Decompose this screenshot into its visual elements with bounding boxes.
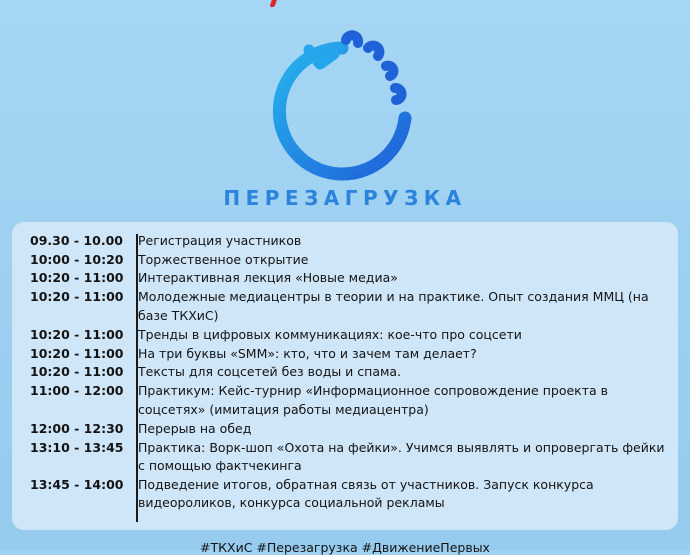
brand-title: ПЕРЕЗАГРУЗКА bbox=[223, 186, 467, 210]
schedule-time: 12:00 - 12:30 bbox=[30, 420, 124, 436]
schedule-event: Интерактивная лекция «Новые медиа» bbox=[138, 270, 398, 285]
schedule-event: Торжественное открытие bbox=[138, 251, 309, 267]
schedule-time: 13:10 - 13:45 bbox=[30, 439, 124, 455]
top-red-mark bbox=[270, 0, 278, 7]
schedule-event: Подведение итогов, обратная связь от участников. Запуск конкурса видеороликов, конкурса социальной рекламы bbox=[138, 476, 594, 510]
schedule-time: 10:20 - 11:00 bbox=[30, 364, 124, 379]
schedule-time: 10:20 - 11:00 bbox=[30, 327, 124, 342]
schedule-time: 09.30 - 10.00 bbox=[30, 233, 123, 248]
schedule-time: 10:00 - 10:20 bbox=[30, 251, 124, 267]
reload-arrow-icon bbox=[262, 30, 422, 190]
schedule-time: 11:00 - 12:00 bbox=[30, 383, 124, 398]
schedule-event: Тренды в цифровых коммуникациях: кое-что про соцсети bbox=[138, 327, 522, 342]
schedule-event: Молодежные медиацентры в теории и на практике. Опыт создания ММЦ (на базе ТКХиС) bbox=[138, 289, 649, 323]
schedule-time: 10:20 - 11:00 bbox=[30, 270, 124, 285]
schedule-event: Практика: Ворк-шоп «Охота на фейки». Учимся выявлять и опровергать фейки с помощью фактчекинга bbox=[138, 439, 665, 473]
schedule-event: На три буквы «SMM»: кто, что и зачем там делает? bbox=[138, 345, 477, 361]
schedule-event: Регистрация участников bbox=[138, 233, 302, 248]
schedule-event: Практикум: Кейс-турнир «Информационное сопровождение проекта в соцсетях» (имитация работы медиацентра) bbox=[138, 383, 608, 417]
schedule-time: 10:20 - 11:00 bbox=[30, 345, 124, 361]
schedule-event: Перерыв на обед bbox=[138, 420, 252, 436]
schedule-panel bbox=[12, 222, 678, 530]
schedule-time: 13:45 - 14:00 bbox=[30, 476, 124, 492]
schedule-time: 10:20 - 11:00 bbox=[30, 289, 124, 304]
schedule-event: Тексты для соцсетей без воды и спама. bbox=[138, 364, 402, 379]
hashtags-line: #ТКХиС #Перезагрузка #ДвижениеПервых bbox=[200, 540, 490, 555]
